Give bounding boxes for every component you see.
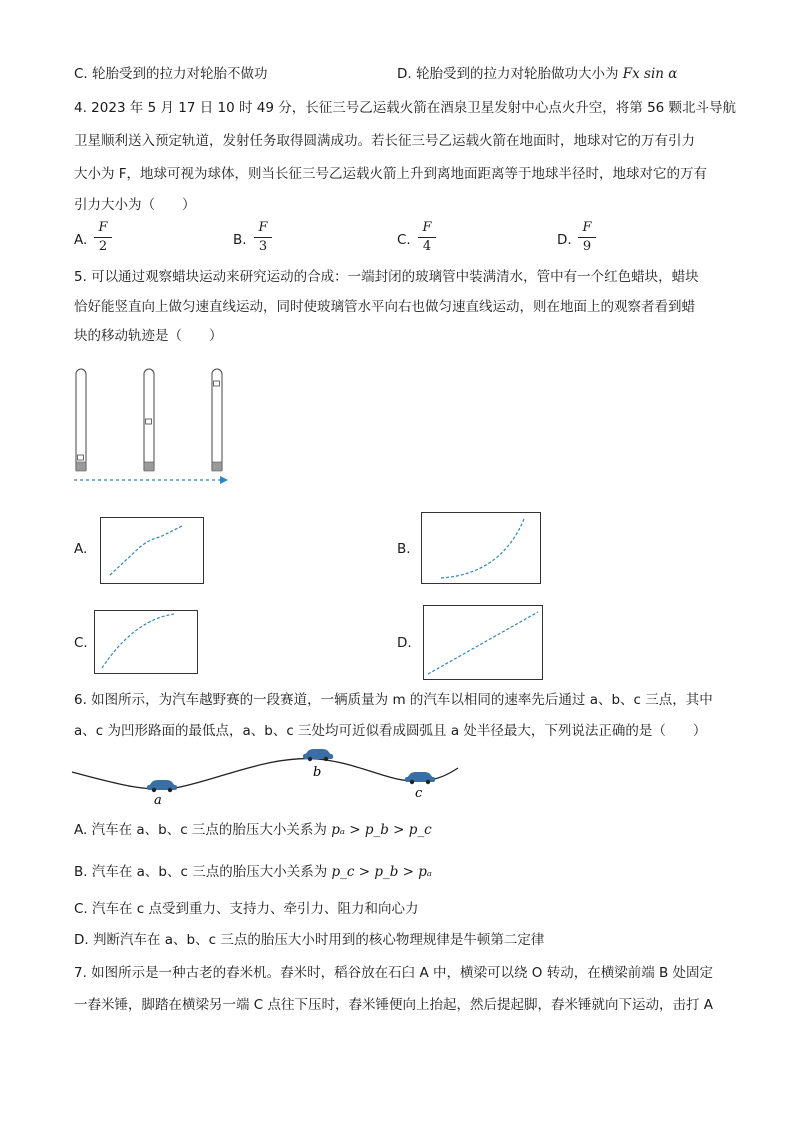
q3-option-d [397,64,677,84]
q4-line-1: 4. 2023 年 5 月 17 日 10 时 49 分，长征三号乙运载火箭在酒泉卫星发射中心点火升空，将第 56 颗北斗导航 [74,100,737,116]
fraction-numerator: F [258,220,268,235]
q3-option-c: C. 轮胎受到的拉力对轮胎不做功 [74,66,268,82]
q6-option-a-formula: pₐ > p_b > p_c [331,822,432,838]
point-label-b: b [313,765,322,780]
q5-graph-c [94,610,198,674]
arrow-head-icon [220,476,228,484]
q5-line-2: 恰好能竖直向上做匀速直线运动，同时使玻璃管水平向右也做匀速直线运动，则在地面上的观察者看到蜡 [74,299,695,315]
q6-line-2: a、c 为凹形路面的最低点，a、b、c 三处均可近似看成圆弧且 a 处半径最大，下列说法正确的是（ ） [74,723,707,739]
fraction-numerator: F [422,220,432,235]
q5-graph-a [100,517,204,584]
q6-option-b-formula: p_c > p_b > pₐ [331,864,432,880]
q5-option-d-label: D. [397,635,412,651]
q6-option-a-text: A. 汽车在 a、b、c 三点的胎压大小关系为 [74,822,327,838]
q5-line-3: 块的移动轨迹是（ ） [74,328,223,344]
q4-line-3: 大小为 F，地球可视为球体，则当长征三号乙运载火箭上升到离地面距离等于地球半径时，地球对它的万有 [74,166,708,182]
glass-tube-3 [212,369,222,471]
q5-option-b-label: B. [397,541,411,557]
q4-option-d-label: D. [557,232,572,248]
q5-graph-b [421,512,541,584]
q5-tube-figure [60,360,250,490]
q3-option-d-formula: Fx sin α [622,66,678,82]
fraction-numerator: F [98,220,108,235]
wax-block-2 [146,419,152,424]
car-icon [147,780,177,792]
fraction-denominator: 3 [258,239,268,254]
fraction-denominator: 2 [98,239,108,254]
q4-line-2: 卫星顺利送入预定轨道，发射任务取得圆满成功。若长征三号乙运载火箭在地面时，地球对它的万有引力 [74,133,695,149]
glass-tube-2 [144,369,154,471]
q6-option-d: D. 判断汽车在 a、b、c 三点的胎压大小时用到的核心物理规律是牛顿第二定律 [74,932,545,948]
q6-option-b-text: B. 汽车在 a、b、c 三点的胎压大小关系为 [74,864,328,880]
q6-track-figure [70,745,462,807]
q4-option-b-label: B. [233,232,247,248]
wax-block-1 [78,455,84,460]
q3-option-d-text: D. 轮胎受到的拉力对轮胎做功大小为 [397,66,619,82]
q5-line-1: 5. 可以通过观察蜡块运动来研究运动的合成：一端封闭的玻璃管中装满清水，管中有一个红色蜡块，蜡块 [74,269,699,285]
q7-line-2: 一舂米锤，脚踏在横梁另一端 C 点往下压时，舂米锤便向上抬起，然后提起脚，舂米锤就向下运动，击打 A [74,997,714,1013]
q4-option-b-fraction [254,220,272,255]
car-icon [405,772,435,784]
q4-option-c-fraction [418,220,436,255]
q4-line-4: 引力大小为（ ） [74,197,196,213]
q6-line-1: 6. 如图所示，为汽车越野赛的一段赛道，一辆质量为 m 的汽车以相同的速率先后通过 a、b、c 三点，其中 [74,692,713,708]
fraction-denominator: 9 [582,239,592,254]
track-curve [72,759,458,789]
q6-option-b [74,862,432,882]
q4-option-c-label: C. [397,232,411,248]
glass-tube-1 [76,369,86,471]
q5-option-c-label: C. [74,635,88,651]
wax-block-3 [214,381,220,386]
q7-line-1: 7. 如图所示是一种古老的舂米机。舂米时，稻谷放在石臼 A 中，横梁可以绕 O 转动，在横梁前端 B 处固定 [74,965,714,981]
q4-option-a-label: A. [74,232,88,248]
q6-option-c: C. 汽车在 c 点受到重力、支持力、牵引力、阻力和向心力 [74,901,419,917]
q4-option-d-fraction [578,220,596,255]
point-label-a: a [154,793,162,808]
q5-graph-d [423,605,543,680]
fraction-denominator: 4 [422,239,432,254]
q6-option-a [74,820,432,840]
q4-option-a-fraction [94,220,112,255]
point-label-c: c [415,786,423,801]
q5-option-a-label: A. [74,541,88,557]
fraction-numerator: F [582,220,592,235]
